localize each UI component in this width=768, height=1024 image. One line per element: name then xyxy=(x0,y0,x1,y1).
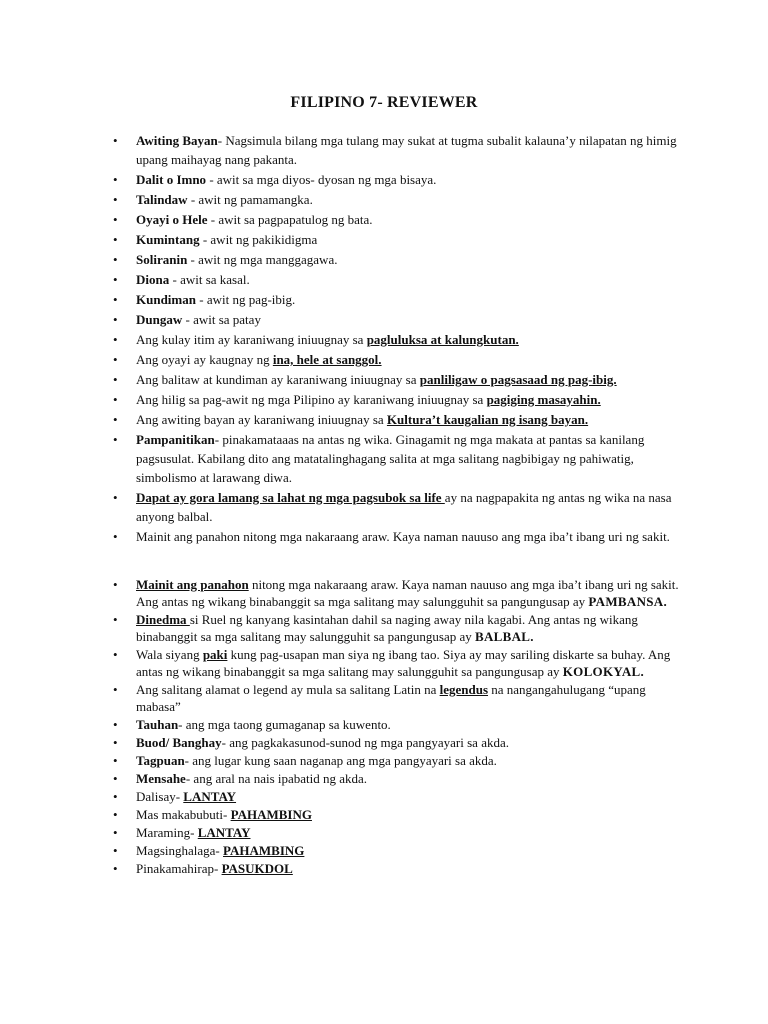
list-item: • Maraming- LANTAY xyxy=(113,825,251,840)
list-item: • Ang balitaw at kundiman ay karaniwang iniuugnay sa panliligaw o pagsasaad ng pag-ibig. xyxy=(113,372,617,387)
list-item: • Oyayi o Hele - awit sa pagpapatulog ng bata. xyxy=(113,212,373,227)
bullet-icon: • xyxy=(113,312,118,327)
bullet-icon: • xyxy=(113,392,118,407)
list-item: • Talindaw - awit ng pamamangka. xyxy=(113,192,313,207)
bullet-icon: • xyxy=(113,789,118,804)
list-item: • Dalit o Imno - awit sa mga diyos- dyosan ng mga bisaya. xyxy=(113,172,437,187)
bullet-icon: • xyxy=(113,825,118,840)
bullet-icon: • xyxy=(113,843,118,858)
list-item: • Ang hilig sa pag-awit ng mga Pilipino ay karaniwang iniuugnay sa pagiging masayahin. xyxy=(113,392,601,407)
bullet-icon: • xyxy=(113,412,118,427)
bullet-icon: • xyxy=(113,332,118,347)
list-item: • Dinedma si Ruel ng kanyang kasintahan dahil sa naging away nila kagabi. Ang antas ng wikang binabanggit sa mga salitang may salungguhit sa pangungusap ay BALBAL. xyxy=(113,612,638,644)
bullet-icon: • xyxy=(113,735,118,750)
list-item: • Mas makabubuti- PAHAMBING xyxy=(113,807,312,822)
bullet-icon: • xyxy=(113,753,118,768)
bullet-icon: • xyxy=(113,232,118,247)
document-title: FILIPINO 7- REVIEWER xyxy=(290,94,478,111)
list-item: • Tagpuan- ang lugar kung saan naganap ang mga pangyayari sa akda. xyxy=(113,753,497,768)
reviewer-list-part-1 xyxy=(0,131,768,547)
list-item: • Ang kulay itim ay karaniwang iniuugnay sa pagluluksa at kalungkutan. xyxy=(113,332,519,347)
bullet-icon: • xyxy=(113,682,118,697)
list-item: • Soliranin - awit ng mga manggagawa. xyxy=(113,252,338,267)
bullet-icon: • xyxy=(113,647,118,662)
list-item: • Buod/ Banghay- ang pagkakasunod-sunod ng mga pangyayari sa akda. xyxy=(113,735,509,750)
bullet-icon: • xyxy=(113,771,118,786)
list-item: • Kumintang - awit ng pakikidigma xyxy=(113,232,318,247)
list-item: • Tauhan- ang mga taong gumaganap sa kuwento. xyxy=(113,717,391,732)
bullet-icon: • xyxy=(113,133,118,148)
list-item: • Pampanitikan- pinakamataaas na antas ng wika. Ginagamit ng mga makata at pantas sa kanilang pagsusulat. Kabilang dito ang matatalinghagang salita at mga salitang nagbibigay ng pahiwatig, simbolismo at larawang diwa. xyxy=(113,432,645,485)
bullet-icon: • xyxy=(113,717,118,732)
list-item: • Ang salitang alamat o legend ay mula sa salitang Latin na legendus na nangangahulugang “upang mabasa” xyxy=(113,682,646,714)
bullet-icon: • xyxy=(113,432,118,447)
list-item: • Mainit ang panahon nitong mga nakaraang araw. Kaya naman nauuso ang mga iba’t ibang uri ng sakit. Ang antas ng wikang binabanggit sa mga salitang may salungguhit sa pangungusap ay PAMBANSA. xyxy=(113,577,679,609)
list-item: • Pinakamahirap- PASUKDOL xyxy=(113,861,293,876)
bullet-icon: • xyxy=(113,807,118,822)
reviewer-list-part-2 xyxy=(0,576,768,878)
list-item: • Wala siyang paki kung pag-usapan man siya ng ibang tao. Siya ay may sariling diskarte sa buhay. Ang antas ng wikang binabanggit sa mga salitang may salungguhit sa pangungusap ay KOLOKYAL. xyxy=(113,647,671,679)
bullet-icon: • xyxy=(113,372,118,387)
bullet-icon: • xyxy=(113,612,118,627)
list-item: • Dapat ay gora lamang sa lahat ng mga pagsubok sa life ay na nagpapakita ng antas ng wika na nasa anyong balbal. xyxy=(113,490,672,524)
list-item: • Ang awiting bayan ay karaniwang iniuugnay sa Kultura’t kaugalian ng isang bayan. xyxy=(113,412,589,427)
bullet-icon: • xyxy=(113,352,118,367)
list-item: • Kundiman - awit ng pag-ibig. xyxy=(113,292,296,307)
bullet-icon: • xyxy=(113,272,118,287)
list-item: • Ang oyayi ay kaugnay ng ina, hele at sanggol. xyxy=(113,352,382,367)
bullet-icon: • xyxy=(113,172,118,187)
list-item: • Mensahe- ang aral na nais ipabatid ng akda. xyxy=(113,771,368,786)
list-item: • Dungaw - awit sa patay xyxy=(113,312,261,327)
bullet-icon: • xyxy=(113,577,118,592)
bullet-icon: • xyxy=(113,192,118,207)
bullet-icon: • xyxy=(113,529,118,544)
bullet-icon: • xyxy=(113,212,118,227)
bullet-icon: • xyxy=(113,292,118,307)
list-item: • Mainit ang panahon nitong mga nakaraang araw. Kaya naman nauuso ang mga iba’t ibang uri ng sakit. xyxy=(113,529,670,544)
list-item: • Dalisay- LANTAY xyxy=(113,789,237,804)
list-item: • Awiting Bayan- Nagsimula bilang mga tulang may sukat at tugma subalit kalauna’y nilapatan ng himig upang maihayag nang pakanta. xyxy=(113,133,677,167)
list-item: • Magsinghalaga- PAHAMBING xyxy=(113,843,305,858)
list-item: • Diona - awit sa kasal. xyxy=(113,272,250,287)
bullet-icon: • xyxy=(113,490,118,505)
bullet-icon: • xyxy=(113,252,118,267)
bullet-icon: • xyxy=(113,861,118,876)
